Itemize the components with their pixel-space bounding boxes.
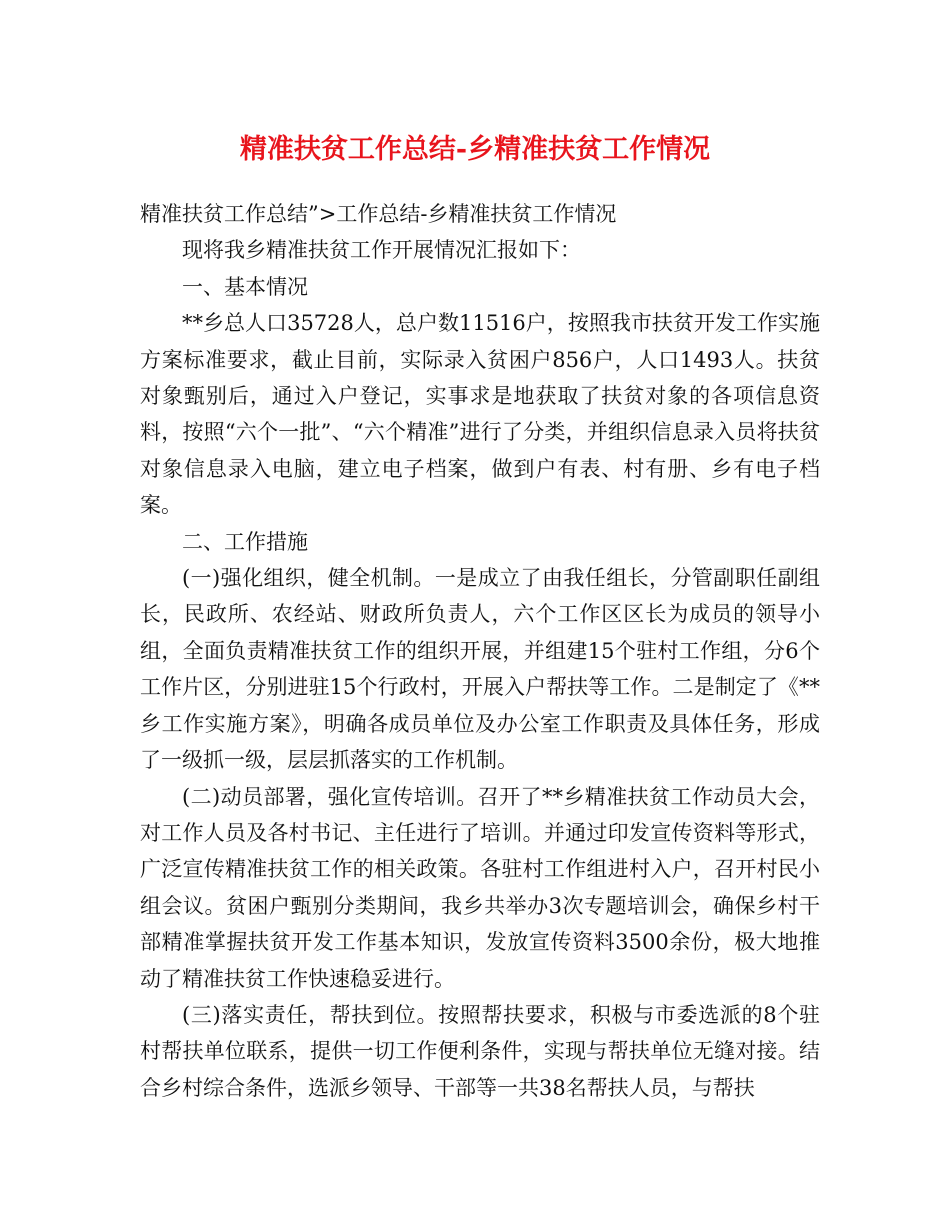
paragraph-measure-2: (二)动员部署，强化宣传培训。召开了**乡精准扶贫工作动员大会，对工作人员及各村书记、主任进行了培训。并通过印发宣传资料等形式，广泛宣传精准扶贫工作的相关政策。各驻村工作组进村入户，召开村民小组会议。贫困户甄别分类期间，我乡共举办3次专题培训会，确保乡村干部精准掌握扶贫开发工作基本知识，发放宣传资料3500余份，极大地推动了精准扶贫工作快速稳妥进行。 [140, 784, 820, 991]
paragraph-breadcrumb: 精准扶贫工作总结”>工作总结-乡精准扶贫工作情况 [140, 202, 617, 226]
document-body [140, 196, 820, 1106]
paragraph-measure-1: (一)强化组织，健全机制。一是成立了由我任组长，分管副职任副组长，民政所、农经站、财政所负责人，六个工作区区长为成员的领导小组，全面负责精准扶贫工作的组织开展，并组建15个驻村工作组，分6个工作片区，分别进驻15个行政村，开展入户帮扶等工作。二是制定了《**乡工作实施方案》，明确各成员单位及办公室工作职责及具体任务，形成了一级抓一级，层层抓落实的工作机制。 [140, 566, 820, 773]
paragraph-basic-situation: **乡总人口35728人，总户数11516户，按照我市扶贫开发工作实施方案标准要求，截止目前，实际录入贫困户856户，人口1493人。扶贫对象甄别后，通过入户登记，实事求是地获取了扶贫对象的各项信息资料，按照“六个一批”、“六个精准”进行了分类，并组织信息录入员将扶贫对象信息录入电脑，建立电子档案，做到户有表、村有册、乡有电子档案。 [140, 311, 820, 518]
paragraph-measure-3: (三)落实责任，帮扶到位。按照帮扶要求，积极与市委选派的8个驻村帮扶单位联系，提供一切工作便利条件，实现与帮扶单位无缝对接。结合乡村综合条件，选派乡领导、干部等一共38名帮扶人员，与帮扶 [140, 1002, 820, 1100]
section-heading-basic-situation: 一、基本情况 [182, 274, 308, 299]
paragraph-intro: 现将我乡精准扶贫工作开展情况汇报如下： [182, 238, 581, 263]
section-heading-work-measures: 二、工作措施 [182, 529, 308, 554]
document-title: 精准扶贫工作总结-乡精准扶贫工作情况 [239, 134, 711, 165]
